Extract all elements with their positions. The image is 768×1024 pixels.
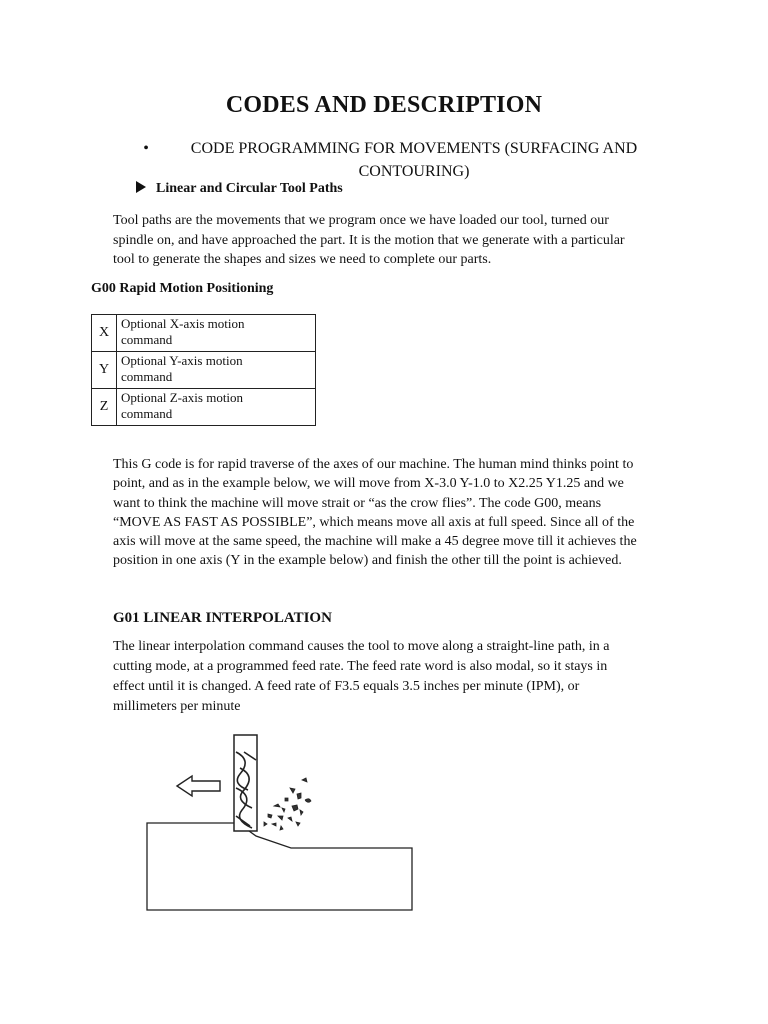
bullet-line-2: CONTOURING) [358,163,470,180]
intro-paragraph [113,211,650,270]
axis-description-line: command [121,369,173,384]
g00-heading: G00 Rapid Motion Positioning [91,281,274,296]
g00-line: “MOVE AS FAST AS POSSIBLE”, which means move all axis at full speed. Since all of the [113,514,635,530]
axis-letter: X [92,315,117,352]
bullet-symbol: • [143,140,149,157]
subheading [136,181,343,197]
direction-arrow-icon [177,776,220,796]
g01-heading: G01 LINEAR INTERPOLATION [113,610,332,626]
workpiece-outline [147,823,412,910]
table-row [92,389,316,426]
axis-table [91,314,316,426]
arrowhead-bullet-icon [136,181,146,193]
g00-line: This G code is for rapid traverse of the axes of our machine. The human mind thinks point to [113,457,634,472]
g01-line: effect until it is changed. A feed rate of F3.5 equals 3.5 inches per minute (IPM), or [113,679,580,694]
linear-cut-illustration [140,730,430,920]
g01-line: cutting mode, at a programmed feed rate. The feed rate word is also modal, so it stays in [113,659,608,674]
intro-line: tool to generate the shapes and sizes we need to complete our parts. [113,252,492,267]
axis-description-line: Optional Y-axis motion [121,353,243,368]
axis-description [117,315,316,352]
axis-description-line: command [121,406,173,421]
axis-description-line: Optional Z-axis motion [121,390,244,405]
axis-letter: Y [92,352,117,389]
g01-line: The linear interpolation command causes the tool to move along a straight-line path, in a [113,639,610,654]
axis-description-line: Optional X-axis motion [121,316,245,331]
g01-line: millimeters per minute [113,699,241,714]
intro-line: spindle on, and have approached the part. It is the motion that we generate with a particular [113,232,625,248]
g01-paragraph [113,637,650,717]
axis-description [117,389,316,426]
axis-letter: Z [92,389,117,426]
g00-line: axis will move at the same speed, the machine will make a 45 degree move till it achieves the [113,534,637,550]
g00-line: point, and as in the example below, we will move from X-3.0 Y-1.0 to X2.25 Y1.25 and we [113,476,624,492]
axis-description-line: command [121,332,173,347]
metal-chips-icon [264,778,311,830]
table-row [92,315,316,352]
subheading-text: Linear and Circular Tool Paths [156,181,343,196]
g00-line: position in one axis (Y in the example below) and finish the other till the point is achieved. [113,553,622,569]
g00-line: want to think the machine will move strait or “as the crow flies”. The code G00, means [113,495,602,511]
table-row [92,352,316,389]
g00-paragraph [113,455,650,571]
intro-line: Tool paths are the movements that we program once we have loaded our tool, turned our [113,213,609,228]
axis-description [117,352,316,389]
page-title: CODES AND DESCRIPTION [225,92,543,118]
bullet-line-1: CODE PROGRAMMING FOR MOVEMENTS (SURFACING AND [190,140,638,157]
